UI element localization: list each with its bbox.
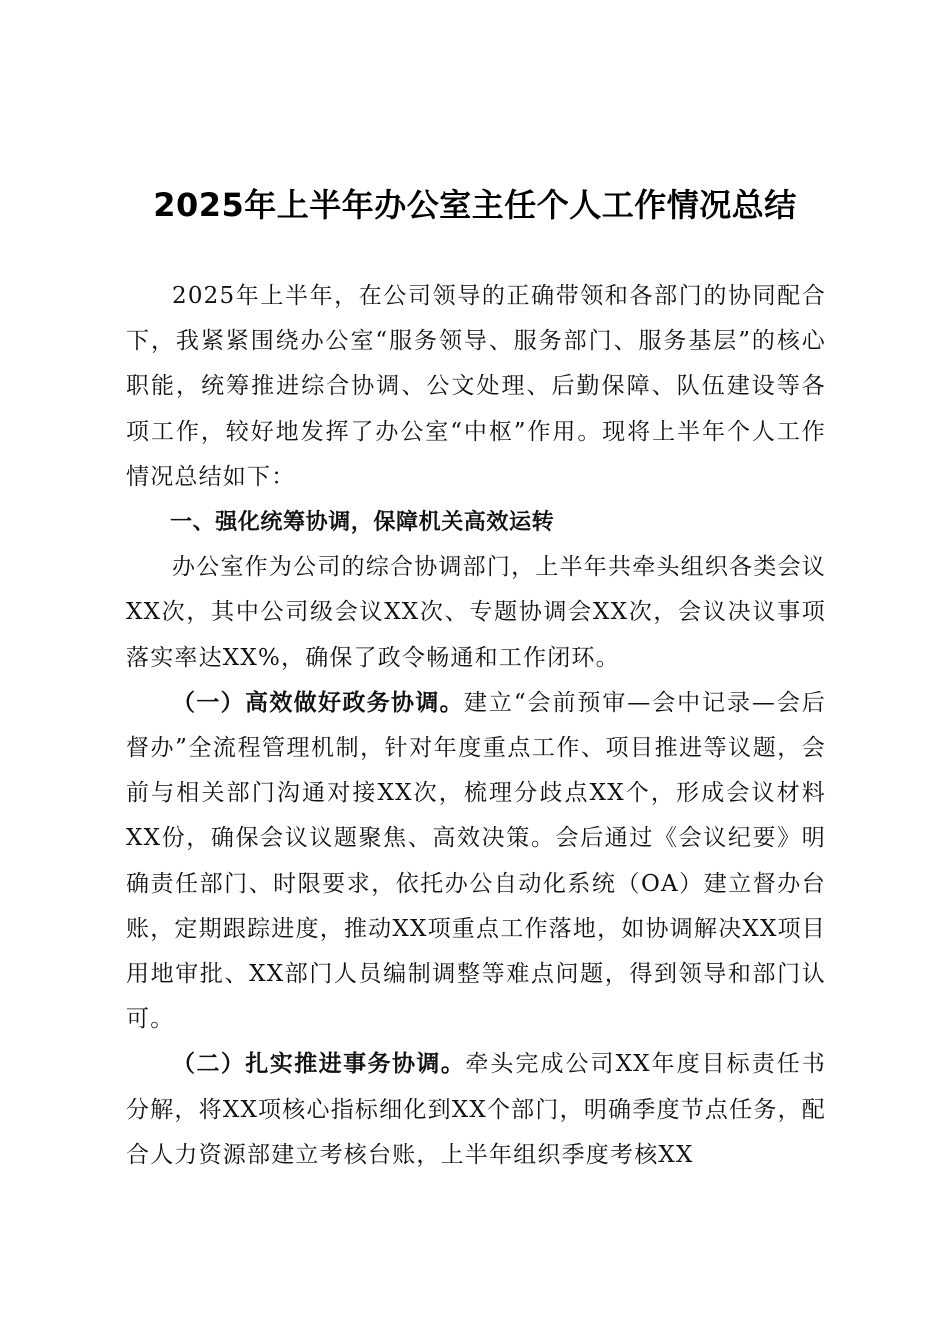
section-heading-1: 一、强化统筹协调，保障机关高效运转 <box>170 510 555 536</box>
subsection-1-lead: （一）高效做好政务协调。 <box>172 689 464 716</box>
subsection-1-text: 建立“会前预审—会中记录—会后督办”全流程管理机制，针对年度重点工作、项目推进等议题，会前与相关部门沟通对接XX次，梳理分歧点XX个，形成会议材料XX份，确保会议议题聚焦、高效决策。会后通过《会议纪要》明确责任部门、时限要求，依托办公自动化系统（OA）建立督办台账，定期跟踪进度，推动XX项重点工作落地，如协调解决XX项目用地审批、XX部门人员编制调整等难点问题，得到领导和部门认可。 <box>126 689 826 1033</box>
subsection-2-paragraph <box>126 1042 826 1178</box>
document-body <box>126 274 826 1178</box>
subsection-2-lead: （二）扎实推进事务协调。 <box>172 1051 466 1078</box>
section-1-paragraph: 办公室作为公司的综合协调部门，上半年共牵头组织各类会议XX次，其中公司级会议XX次、专题协调会XX次，会议决议事项落实率达XX%，确保了政令畅通和工作闭环。 <box>126 554 826 671</box>
subsection-1-paragraph <box>126 681 826 1043</box>
intro-paragraph: 2025年上半年，在公司领导的正确带领和各部门的协同配合下，我紧紧围绕办公室“服务领导、服务部门、服务基层”的核心职能，统筹推进综合协调、公文处理、后勤保障、队伍建设等各项工作，较好地发挥了办公室“中枢”作用。现将上半年个人工作情况总结如下： <box>126 283 826 490</box>
document-title: 2025年上半年办公室主任个人工作情况总结 <box>153 186 797 224</box>
subsection-2-text: 牵头完成公司XX年度目标责任书分解，将XX项核心指标细化到XX个部门，明确季度节点任务，配合人力资源部建立考核台账，上半年组织季度考核XX <box>126 1051 827 1168</box>
